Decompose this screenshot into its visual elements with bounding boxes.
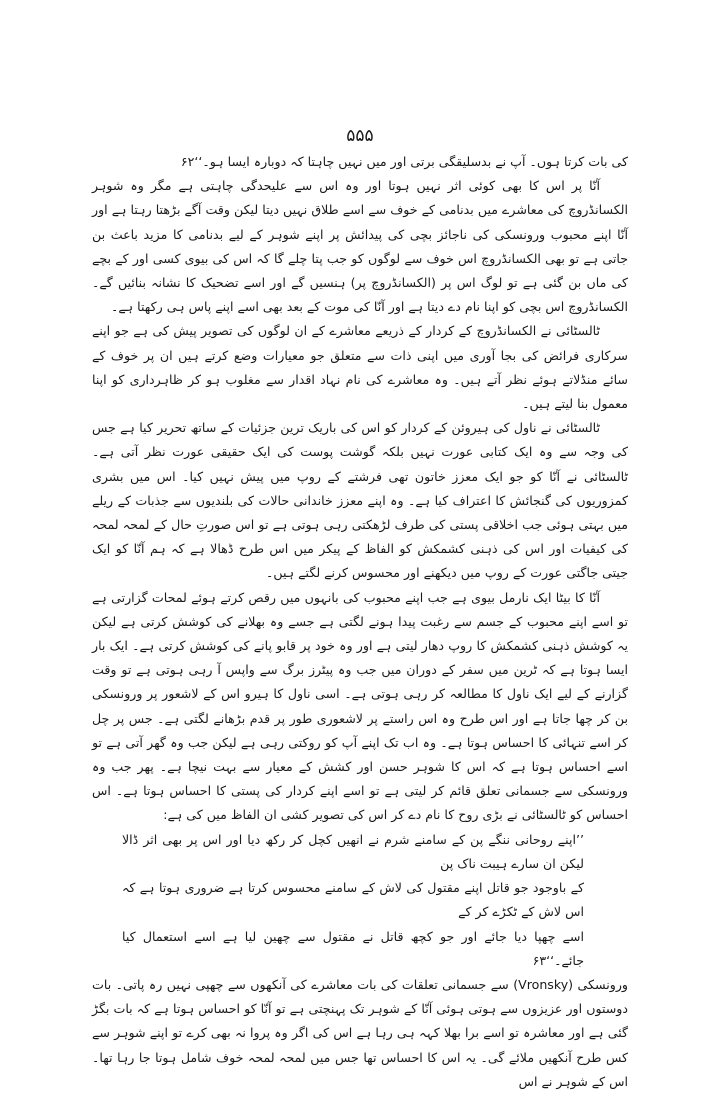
quote-line-1: ’’اپنے روحانی ننگے پن کے سامنے شرم نے انھیں کچل کر رکھ دیا اور اس پر بھی اثر ڈالا لیکن ان سارے ہیبت ناک پن: [122, 831, 584, 871]
paragraph-5: آنّا کا بیٹا ایک نارمل بیوی ہے جب اپنے محبوب کی بانہوں میں رقص کرتے ہوئے لمحات گزارتی ہے تو اسے اپنے محبوب کے جسم سے رغبت پیدا ہونے لگتی ہے جسے وہ بھلانے کی کوشش کرتی ہے لیکن یہ کوشش ذہنی کشمکش کا روپ دھار لیتی ہے اور وہ خود پر قابو پانے کی کوشش کرتی ہے۔ ایک بار ایسا ہوتا ہے کہ ٹرین میں سفر کے دوران میں جب وہ پیٹرز برگ سے واپس آ رہی ہوتی ہے تو وقت گزارنے کے لیے ایک ناول کا مطالعہ کر رہی ہوتی ہے۔ اسی ناول کا ہیرو اس کے لاشعور پر ورونسکی بن کر چھا جاتا ہے اور اس طرح وہ اس راستے پر لاشعوری طور پر قدم بڑھانے لگتی ہے۔ جس پر چل کر اسے تنہائی کا احساس ہوتا ہے۔ وہ اب تک اپنے آپ کو روکتی رہی ہے لیکن جب وہ گھر آتی ہے تو اسے احساس ہوتا ہے کہ اس کا شوہر حسن اور کشش کے معیار سے بہت نیچا ہے۔ پھر جب وہ ورونسکی سے جسمانی تعلق قائم کر لیتی ہے تو اسے اپنے کردار کی پستی کا احساس ہوتا ہے۔ اس احساس کو ٹالسٹائی نے بڑی روح کا نام دے کر اس کی تصویر کشی ان الفاظ میں کی ہے:: [92, 589, 628, 823]
quote-line-2: کے باوجود جو قاتل اپنے مقتول کی لاش کے سامنے محسوس کرتا ہے ضروری ہوتا ہے کہ اس لاش کے ٹکڑے کر کے: [122, 880, 584, 920]
body-text: [92, 150, 628, 1089]
paragraph-1: کی بات کرتا ہوں۔ آپ نے بدسلیقگی برتی اور میں نہیں چاہتا کہ دوبارہ ایسا ہو۔‘‘۶۲: [180, 154, 628, 169]
paragraph-4: ٹالسٹائی نے ناول کی ہیروئن کے کردار کو اس کی باریک ترین جزئیات کے ساتھ تحریر کیا ہے جس کی وجہ سے وہ ایک کتابی عورت نہیں بلکہ گوشت پوست کی ایک حقیقی عورت نظر آتی ہے۔ ٹالسٹائی نے آنّا کو جو ایک معزز خاتون تھی فرشتے کے روپ میں پیش نہیں کیا۔ اس میں بشری کمزوریوں کی گنجائش کا اعتراف کیا ہے۔ وہ اپنے معزز خاندانی حالات کی بلندیوں سے جذبات کے ریلے میں بہتی ہوئی جب اخلاقی پستی کی طرف لڑھکتی رہی ہوتی ہے تو اس صورتِ حال کے لمحہ لمحہ کی کیفیات اور اس کی ذہنی کشمکش کو الفاظ کے پیکر میں اس طرح ڈھالا ہے کہ ہم آنّا کو ایک جیتی جاگتی عورت کے روپ میں دیکھنے اور محسوس کرنے لگتے ہیں۔: [92, 420, 628, 581]
page-number: ۵۵۵: [346, 126, 374, 146]
closing-paragraph: ورونسکی (Vronsky) سے جسمانی تعلقات کی بات معاشرے کی آنکھوں سے چھپی نہیں رہ پاتی۔ بات دوستوں اور عزیزوں سے ہوتی ہوئی آنّا کے شوہر تک پہنچتی ہے تو آنّا کو احساس ہوتا ہے کہ بات بگڑ گئی ہے اور معاشرہ تو اسے برا بھلا کہہ ہی رہا ہے اس کی اگر وہ پروا نہ بھی کرے تو اپنے شوہر سے کس طرح آنکھیں ملائے گی۔ یہ اس کا احساس تھا جس میں لمحہ لمحہ خوف شامل ہوتا جا رہا تھا۔ اس کے شوہر نے اس: [92, 976, 628, 1089]
block-quote: [92, 828, 628, 973]
paragraph-2: آنّا پر اس کا بھی کوئی اثر نہیں ہوتا اور وہ اس سے علیحدگی چاہتی ہے مگر وہ شوہر الکسانڈروچ کی معاشرے میں بدنامی کے خوف سے اسے طلاق نہیں دیتا لیکن وقت آگے بڑھتا رہتا ہے اور آنّا اپنے محبوب ورونسکی کی ناجائز بچی کی پیدائش پر اپنے شوہر کے لیے بدنامی کا مزید باعث بن جاتی ہے تو بھی الکسانڈروچ اس خوف سے لوگوں کو جب پتا چلے گا کہ اس کی بیوی کسی اور کے بچے کی ماں بن گئی ہے تو لوگ اس پر (الکسانڈروچ پر) ہنسیں گے اور اسے تضحیک کا نشانہ بنائیں گے۔ الکسانڈروچ اس بچی کو اپنا نام دے دیتا ہے اور آنّا کی موت کے بعد بھی اسے اپنے پاس ہی رکھتا ہے۔: [92, 178, 628, 315]
paragraph-3: ٹالسٹائی نے الکسانڈروچ کے کردار کے ذریعے معاشرے کے ان لوگوں کی تصویر پیش کی ہے جو اپنے سرکاری فرائض کی بجا آوری میں اپنی ذات سے متعلق جو معیارات وضع کرتے ہیں ان پر خوف کے سائے منڈلاتے ہوئے نظر آتے ہیں۔ وہ معاشرے کی نام نہاد اقدار سے مغلوب ہو کر ظاہرداری کو اپنا معمول بنا لیتے ہیں۔: [92, 323, 628, 412]
quote-line-3: اسے چھپا دیا جائے اور جو کچھ قاتل نے مقتول سے چھین لیا ہے اسے استعمال کیا جائے۔‘‘۶۳: [122, 928, 584, 968]
